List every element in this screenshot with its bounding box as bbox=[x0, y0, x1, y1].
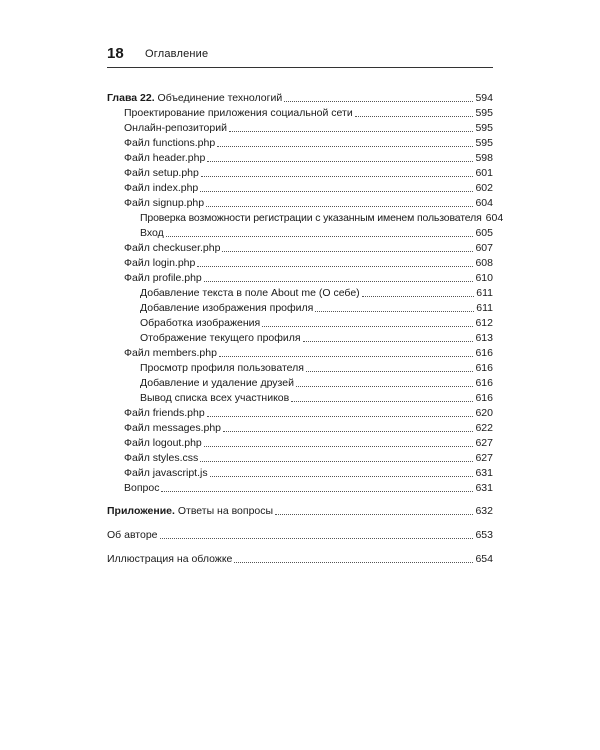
toc-item-label: Иллюстрация на обложке bbox=[107, 553, 233, 565]
chapter-title: Объединение технологий bbox=[157, 92, 283, 104]
toc-item-label: Файл header.php bbox=[124, 152, 206, 164]
toc-item bbox=[107, 270, 493, 285]
leader-dots bbox=[284, 101, 473, 102]
leader-dots bbox=[217, 146, 473, 147]
toc-page-number: 613 bbox=[475, 332, 493, 344]
toc-page-number: 608 bbox=[475, 257, 493, 269]
leader-dots bbox=[362, 296, 475, 297]
toc-about-author bbox=[107, 527, 493, 542]
toc-item bbox=[107, 480, 493, 495]
toc-item bbox=[107, 345, 493, 360]
toc-item-label: Проверка возможности регистрации с указанным именем пользователя bbox=[140, 212, 482, 224]
toc-page-number: 595 bbox=[475, 137, 493, 149]
toc-page-number: 627 bbox=[475, 437, 493, 449]
toc-item-label: Файл javascript.js bbox=[124, 467, 208, 479]
leader-dots bbox=[223, 431, 473, 432]
toc-subitem bbox=[107, 330, 493, 345]
toc-item bbox=[107, 240, 493, 255]
toc-page-number: 604 bbox=[475, 197, 493, 209]
toc-item-label: Файл members.php bbox=[124, 347, 217, 359]
toc-item bbox=[107, 405, 493, 420]
toc-page-number: 611 bbox=[476, 287, 493, 299]
leader-dots bbox=[207, 161, 473, 162]
toc-item-label: Файл functions.php bbox=[124, 137, 216, 149]
toc-page-number: 612 bbox=[475, 317, 493, 329]
toc-item-label: Вход bbox=[140, 227, 164, 239]
toc-item-label: Онлайн-репозиторий bbox=[124, 122, 227, 134]
toc-item bbox=[107, 255, 493, 270]
toc-page-number: 622 bbox=[475, 422, 493, 434]
toc-item-label: Добавление изображения профиля bbox=[140, 302, 314, 314]
toc-item-label: Файл styles.css bbox=[124, 452, 199, 464]
toc-page-number: 610 bbox=[475, 272, 493, 284]
leader-dots bbox=[200, 191, 473, 192]
toc-item-label: Файл setup.php bbox=[124, 167, 199, 179]
toc-item-label: Отображение текущего профиля bbox=[140, 332, 301, 344]
leader-dots bbox=[222, 251, 473, 252]
leader-dots bbox=[201, 176, 474, 177]
leader-dots bbox=[200, 461, 473, 462]
toc-page-number: 598 bbox=[475, 152, 493, 164]
toc-item-label: Файл signup.php bbox=[124, 197, 205, 209]
appendix-prefix: Приложение. bbox=[107, 505, 175, 517]
running-title: Оглавление bbox=[145, 48, 209, 60]
leader-dots bbox=[296, 386, 474, 387]
toc-item bbox=[107, 105, 493, 120]
chapter-prefix: Глава 22. bbox=[107, 92, 155, 104]
toc-cover-illustration bbox=[107, 551, 493, 566]
toc-page-number: 631 bbox=[475, 482, 493, 494]
toc-item-label: Файл friends.php bbox=[124, 407, 205, 419]
appendix-title: Ответы на вопросы bbox=[177, 505, 274, 517]
toc-subitem bbox=[107, 375, 493, 390]
leader-dots bbox=[291, 401, 473, 402]
page-number: 18 bbox=[107, 45, 124, 62]
toc-page-number: 605 bbox=[475, 227, 493, 239]
toc-page-number: 616 bbox=[475, 347, 493, 359]
toc-page-number: 616 bbox=[475, 377, 493, 389]
toc-chapter-22 bbox=[107, 90, 493, 105]
leader-dots bbox=[166, 236, 474, 237]
page-header bbox=[107, 44, 493, 64]
leader-dots bbox=[306, 371, 474, 372]
toc-page-number: 632 bbox=[475, 505, 493, 517]
toc-page-number: 653 bbox=[475, 529, 493, 541]
toc-page-number: 616 bbox=[475, 362, 493, 374]
leader-dots bbox=[234, 562, 473, 563]
leader-dots bbox=[315, 311, 474, 312]
toc-item-label: Вопрос bbox=[124, 482, 160, 494]
toc-page-number: 595 bbox=[475, 107, 493, 119]
toc-item-label: Вывод списка всех участников bbox=[140, 392, 290, 404]
toc-subitem bbox=[107, 360, 493, 375]
toc-item bbox=[107, 435, 493, 450]
toc-item-label: Файл logout.php bbox=[124, 437, 202, 449]
toc-item bbox=[107, 135, 493, 150]
toc-page-number: 602 bbox=[475, 182, 493, 194]
toc-subitem bbox=[107, 285, 493, 300]
toc-item bbox=[107, 420, 493, 435]
toc-item bbox=[107, 450, 493, 465]
leader-dots bbox=[210, 476, 474, 477]
toc-page-number: 620 bbox=[475, 407, 493, 419]
toc-item-label: Добавление и удаление друзей bbox=[140, 377, 294, 389]
toc-page-number: 604 bbox=[485, 212, 504, 224]
toc-item-label: Об авторе bbox=[107, 529, 158, 541]
leader-dots bbox=[262, 326, 473, 327]
toc-item-label: Файл profile.php bbox=[124, 272, 202, 284]
toc-page-number: 607 bbox=[475, 242, 493, 254]
toc-item-label: Файл login.php bbox=[124, 257, 196, 269]
leader-dots bbox=[160, 538, 474, 539]
toc-item bbox=[107, 150, 493, 165]
toc-item-label: Проектирование приложения социальной сети bbox=[124, 107, 353, 119]
toc-appendix bbox=[107, 503, 493, 518]
header-rule bbox=[107, 67, 493, 68]
leader-dots bbox=[197, 266, 473, 267]
toc-subitem bbox=[107, 315, 493, 330]
toc-item bbox=[107, 465, 493, 480]
toc-item bbox=[107, 180, 493, 195]
toc-subitem bbox=[107, 390, 493, 405]
toc-subitem bbox=[107, 210, 504, 225]
leader-dots bbox=[207, 416, 474, 417]
leader-dots bbox=[219, 356, 474, 357]
toc-subitem bbox=[107, 225, 493, 240]
toc-page-number: 601 bbox=[475, 167, 493, 179]
leader-dots bbox=[229, 131, 474, 132]
leader-dots bbox=[204, 446, 474, 447]
toc-item-label: Просмотр профиля пользователя bbox=[140, 362, 304, 374]
toc-page-number: 595 bbox=[475, 122, 493, 134]
toc-item-label: Файл checkuser.php bbox=[124, 242, 221, 254]
leader-dots bbox=[303, 341, 474, 342]
leader-dots bbox=[206, 206, 473, 207]
toc-item bbox=[107, 195, 493, 210]
leader-dots bbox=[204, 281, 474, 282]
toc-item-label: Файл index.php bbox=[124, 182, 199, 194]
leader-dots bbox=[275, 514, 473, 515]
leader-dots bbox=[161, 491, 473, 492]
toc-item-label: Добавление текста в поле About me (О себе) bbox=[140, 287, 360, 299]
leader-dots bbox=[355, 116, 474, 117]
toc-page-number: 611 bbox=[476, 302, 493, 314]
toc-page-number: 631 bbox=[475, 467, 493, 479]
toc-item-label: Обработка изображения bbox=[140, 317, 261, 329]
toc-item bbox=[107, 165, 493, 180]
toc-subitem bbox=[107, 300, 493, 315]
toc-page-number: 616 bbox=[475, 392, 493, 404]
toc-page-number: 594 bbox=[475, 92, 493, 104]
toc-page-number: 627 bbox=[475, 452, 493, 464]
toc-page-number: 654 bbox=[475, 553, 493, 565]
toc-item-label: Файл messages.php bbox=[124, 422, 222, 434]
toc-item bbox=[107, 120, 493, 135]
